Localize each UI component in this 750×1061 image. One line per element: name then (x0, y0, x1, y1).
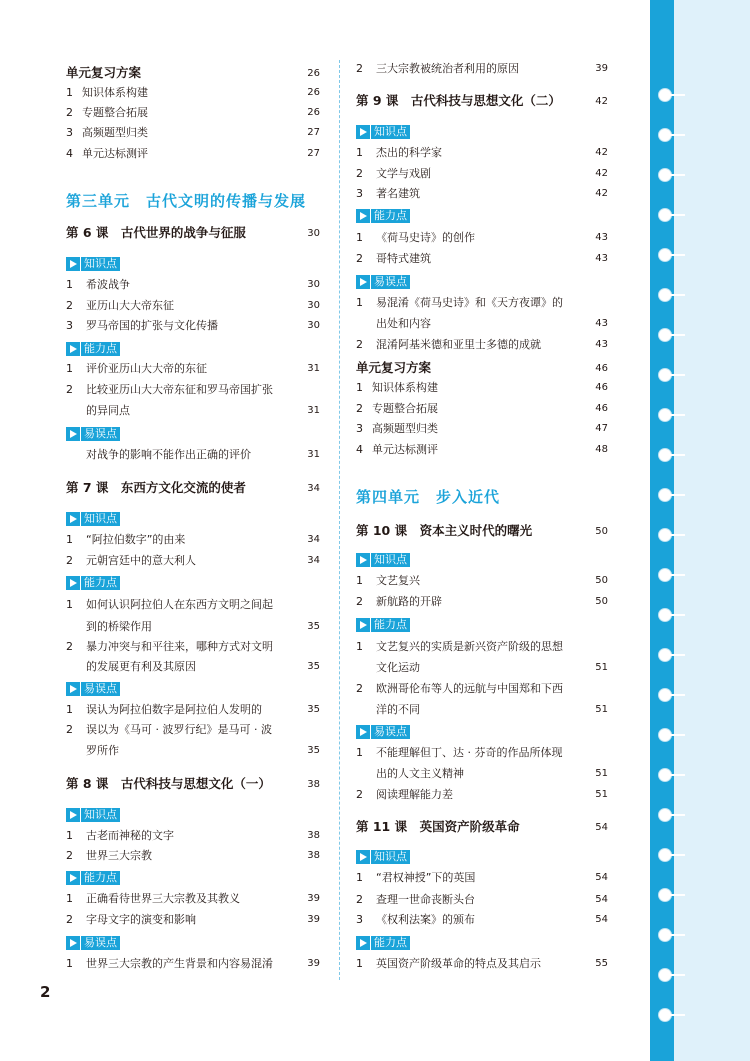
entry-number: 1 (356, 746, 363, 759)
entry-number: 3 (66, 319, 73, 332)
section-tag-label: 易误点 (371, 725, 410, 739)
section-tag (66, 870, 120, 885)
binder-ring-icon (658, 368, 672, 382)
page-ref: 35 (307, 661, 320, 672)
entry-number: 1 (356, 574, 363, 587)
entry-title: 英国资产阶级革命的特点及其启示 (376, 957, 541, 970)
page-ref: 50 (595, 596, 608, 607)
section-tag (66, 575, 120, 590)
page-ref: 42 (595, 96, 608, 107)
play-triangle-icon (356, 553, 370, 567)
page-ref: 30 (307, 279, 320, 290)
entry-title: 专题整合拓展 (372, 402, 438, 415)
binder-ring-icon (658, 1008, 672, 1022)
page-ref: 38 (307, 850, 320, 861)
section-tag (356, 552, 410, 567)
page-ref: 35 (307, 704, 320, 715)
page-ref: 51 (595, 704, 608, 715)
entry-number: 1 (66, 86, 73, 99)
section-tag-label: 易误点 (81, 936, 120, 950)
page-ref: 31 (307, 363, 320, 374)
section-tag-label: 易误点 (371, 275, 410, 289)
binder-ring-icon (658, 968, 672, 982)
binder-ring-icon (658, 128, 672, 142)
page-ref: 39 (595, 63, 608, 74)
page-ref: 34 (307, 483, 320, 494)
binder-ring-icon (658, 288, 672, 302)
play-triangle-icon (66, 682, 80, 696)
entry-title: 洋的不同 (376, 703, 420, 716)
page-ref: 39 (307, 958, 320, 969)
section-tag (356, 935, 410, 950)
entry-title: 单元达标测评 (372, 443, 438, 456)
page-ref: 43 (595, 318, 608, 329)
binder-ring-icon (658, 688, 672, 702)
entry-number: 1 (66, 703, 73, 716)
section-tag-label: 知识点 (371, 125, 410, 139)
entry-title: 文化运动 (376, 661, 420, 674)
entry-number: 2 (356, 893, 363, 906)
binder-ring-icon (658, 328, 672, 342)
page-ref: 50 (595, 526, 608, 537)
entry-title: “阿拉伯数字”的由来 (86, 533, 186, 546)
section-tag-label: 易误点 (81, 427, 120, 441)
page-ref: 27 (307, 148, 320, 159)
entry-title: 字母文字的演变和影响 (86, 913, 196, 926)
entry-title: 文艺复兴的实质是新兴资产阶级的思想 (376, 640, 563, 653)
page-ref: 38 (307, 830, 320, 841)
play-triangle-icon (356, 125, 370, 139)
page-ref: 31 (307, 449, 320, 460)
entry-title: 的异同点 (86, 404, 130, 417)
column-divider (339, 60, 340, 980)
entry-number: 4 (66, 147, 73, 160)
entry-title: 评价亚历山大大帝的东征 (86, 362, 207, 375)
entry-number: 2 (356, 402, 363, 415)
page-ref: 47 (595, 423, 608, 434)
entry-title: 如何认识阿拉伯人在东西方文明之间起 (86, 598, 273, 611)
page-ref: 46 (595, 363, 608, 374)
play-triangle-icon (66, 871, 80, 885)
entry-title: 杰出的科学家 (376, 146, 442, 159)
entry-title: 欧洲哥伦布等人的远航与中国郑和下西 (376, 682, 563, 695)
page-ref: 35 (307, 745, 320, 756)
entry-title: 正确看待世界三大宗教及其教义 (86, 892, 240, 905)
entry-title: 《荷马史诗》的创作 (376, 231, 475, 244)
section-tag (356, 849, 410, 864)
section-tag (356, 617, 410, 632)
unit-title: 第四单元 步入近代 (356, 488, 501, 506)
entry-title: 暴力冲突与和平往来，哪种方式对文明 (86, 640, 273, 653)
page-ref: 46 (595, 382, 608, 393)
section-tag (66, 341, 120, 356)
page-ref: 26 (307, 107, 320, 118)
entry-title: 著名建筑 (376, 187, 420, 200)
page-ref: 27 (307, 127, 320, 138)
section-tag-label: 知识点 (81, 808, 120, 822)
entry-number: 1 (356, 957, 363, 970)
entry-title: 不能理解但丁、达 · 芬奇的作品所体现 (376, 746, 563, 759)
page-ref: 42 (595, 147, 608, 158)
binder-ring-icon (658, 408, 672, 422)
binder-ring-icon (658, 728, 672, 742)
play-triangle-icon (356, 209, 370, 223)
lesson-title: 单元复习方案 (66, 65, 142, 80)
section-tag (66, 511, 120, 526)
entry-title: 对战争的影响不能作出正确的评价 (86, 448, 251, 461)
entry-number: 1 (356, 296, 363, 309)
page-ref: 51 (595, 789, 608, 800)
page-number: 2 (40, 983, 51, 1001)
entry-title: 哥特式建筑 (376, 252, 431, 265)
entry-title: 知识体系构建 (372, 381, 438, 394)
entry-number: 4 (356, 443, 363, 456)
entry-number: 2 (66, 640, 73, 653)
binder-ring-icon (658, 768, 672, 782)
entry-number: 1 (66, 829, 73, 842)
entry-title: 亚历山大大帝东征 (86, 299, 174, 312)
entry-title: 易混淆《荷马史诗》和《天方夜谭》的 (376, 296, 563, 309)
entry-number: 1 (66, 278, 73, 291)
page-ref: 51 (595, 662, 608, 673)
entry-number: 1 (66, 598, 73, 611)
binder-ring-icon (658, 848, 672, 862)
page-ref: 51 (595, 768, 608, 779)
entry-number: 3 (356, 913, 363, 926)
entry-title: 知识体系构建 (82, 86, 148, 99)
lesson-title: 第 9 课 古代科技与思想文化（二） (356, 93, 561, 108)
play-triangle-icon (356, 618, 370, 632)
page-ref: 42 (595, 188, 608, 199)
entry-title: 文学与戏剧 (376, 167, 431, 180)
entry-title: 《权利法案》的颁布 (376, 913, 475, 926)
binder-ring-icon (658, 808, 672, 822)
entry-title: 希波战争 (86, 278, 130, 291)
binder-ring-icon (658, 608, 672, 622)
unit-title: 第三单元 古代文明的传播与发展 (66, 192, 307, 210)
section-tag-label: 知识点 (81, 512, 120, 526)
entry-title: 罗马帝国的扩张与文化传播 (86, 319, 218, 332)
page-ref: 54 (595, 914, 608, 925)
binder-ring-icon (658, 648, 672, 662)
page-ref: 43 (595, 232, 608, 243)
page-ref: 30 (307, 320, 320, 331)
section-tag (66, 807, 120, 822)
section-tag (66, 935, 120, 950)
section-tag-label: 知识点 (81, 257, 120, 271)
entry-title: 出处和内容 (376, 317, 431, 330)
play-triangle-icon (66, 808, 80, 822)
entry-number: 2 (356, 338, 363, 351)
entry-title: 高频题型归类 (372, 422, 438, 435)
section-tag (356, 208, 410, 223)
binder-ring-icon (658, 248, 672, 262)
entry-number: 2 (66, 913, 73, 926)
page-ref: 26 (307, 68, 320, 79)
entry-title: 误认为阿拉伯数字是阿拉伯人发明的 (86, 703, 262, 716)
entry-title: 误以为《马可 · 波罗行纪》是马可 · 波 (86, 723, 272, 736)
page-ref: 38 (307, 779, 320, 790)
page-ref: 54 (595, 822, 608, 833)
entry-number: 1 (66, 892, 73, 905)
entry-number: 1 (356, 640, 363, 653)
binder-ring-icon (658, 208, 672, 222)
entry-title: 三大宗教被统治者利用的原因 (376, 62, 519, 75)
page-ref: 54 (595, 872, 608, 883)
entry-number: 1 (66, 957, 73, 970)
play-triangle-icon (66, 936, 80, 950)
entry-number: 1 (66, 533, 73, 546)
page-edge-decoration (650, 0, 750, 1061)
entry-title: 的发展更有利及其原因 (86, 660, 196, 673)
entry-title: “君权神授”下的英国 (376, 871, 476, 884)
binder-ring-icon (658, 928, 672, 942)
play-triangle-icon (66, 342, 80, 356)
entry-title: 混淆阿基米德和亚里士多德的成就 (376, 338, 541, 351)
page-ref: 55 (595, 958, 608, 969)
entry-title: 古老而神秘的文字 (86, 829, 174, 842)
entry-number: 2 (66, 106, 73, 119)
binder-ring-icon (658, 488, 672, 502)
entry-number: 2 (356, 682, 363, 695)
entry-title: 阅读理解能力差 (376, 788, 453, 801)
section-tag (356, 724, 410, 739)
entry-number: 2 (66, 299, 73, 312)
play-triangle-icon (356, 850, 370, 864)
play-triangle-icon (66, 427, 80, 441)
lesson-title: 第 10 课 资本主义时代的曙光 (356, 523, 533, 538)
entry-title: 世界三大宗教 (86, 849, 152, 862)
page-ref: 50 (595, 575, 608, 586)
section-tag (356, 274, 410, 289)
page-ref: 30 (307, 228, 320, 239)
section-tag (66, 681, 120, 696)
binder-ring-icon (658, 88, 672, 102)
section-tag-label: 知识点 (371, 850, 410, 864)
entry-title: 元朝宫廷中的意大利人 (86, 554, 196, 567)
entry-number: 2 (66, 723, 73, 736)
page-ref: 42 (595, 168, 608, 179)
play-triangle-icon (356, 725, 370, 739)
play-triangle-icon (66, 257, 80, 271)
section-tag-label: 能力点 (81, 342, 120, 356)
entry-number: 2 (66, 383, 73, 396)
entry-title: 新航路的开辟 (376, 595, 442, 608)
page-ref: 39 (307, 893, 320, 904)
page-ref: 48 (595, 444, 608, 455)
section-tag-label: 能力点 (371, 209, 410, 223)
entry-title: 罗所作 (86, 744, 119, 757)
entry-number: 2 (356, 788, 363, 801)
section-tag (66, 256, 120, 271)
section-tag-label: 知识点 (371, 553, 410, 567)
play-triangle-icon (66, 576, 80, 590)
page-ref: 54 (595, 894, 608, 905)
lesson-title: 第 11 课 英国资产阶级革命 (356, 819, 520, 834)
entry-number: 1 (356, 146, 363, 159)
binder-ring-icon (658, 168, 672, 182)
entry-title: 查理一世命丧断头台 (376, 893, 475, 906)
page-ref: 43 (595, 339, 608, 350)
entry-title: 出的人文主义精神 (376, 767, 464, 780)
entry-title: 比较亚历山大大帝东征和罗马帝国扩张 (86, 383, 273, 396)
entry-number: 2 (356, 595, 363, 608)
play-triangle-icon (356, 275, 370, 289)
page-ref: 43 (595, 253, 608, 264)
entry-number: 2 (356, 167, 363, 180)
entry-number: 1 (356, 381, 363, 394)
entry-title: 单元达标测评 (82, 147, 148, 160)
entry-title: 到的桥梁作用 (86, 620, 152, 633)
section-tag (66, 426, 120, 441)
entry-number: 2 (66, 554, 73, 567)
entry-title: 专题整合拓展 (82, 106, 148, 119)
entry-number: 3 (356, 187, 363, 200)
section-tag (356, 124, 410, 139)
page-ref: 34 (307, 555, 320, 566)
page-ref: 46 (595, 403, 608, 414)
entry-number: 1 (356, 871, 363, 884)
lesson-title: 单元复习方案 (356, 360, 432, 375)
section-tag-label: 易误点 (81, 682, 120, 696)
section-tag-label: 能力点 (81, 576, 120, 590)
entry-title: 世界三大宗教的产生背景和内容易混淆 (86, 957, 273, 970)
entry-title: 高频题型归类 (82, 126, 148, 139)
entry-number: 3 (66, 126, 73, 139)
entry-number: 2 (356, 62, 363, 75)
lesson-title: 第 7 课 东西方文化交流的使者 (66, 480, 246, 495)
entry-number: 1 (356, 231, 363, 244)
binder-ring-icon (658, 888, 672, 902)
section-tag-label: 能力点 (81, 871, 120, 885)
section-tag-label: 能力点 (371, 618, 410, 632)
page-ref: 35 (307, 621, 320, 632)
page-ref: 39 (307, 914, 320, 925)
entry-number: 2 (356, 252, 363, 265)
page-ref: 30 (307, 300, 320, 311)
entry-number: 1 (66, 362, 73, 375)
page-ref: 26 (307, 87, 320, 98)
binder-ring-icon (658, 448, 672, 462)
binder-ring-icon (658, 568, 672, 582)
binder-ring-icon (658, 528, 672, 542)
entry-title: 文艺复兴 (376, 574, 420, 587)
play-triangle-icon (356, 936, 370, 950)
lesson-title: 第 8 课 古代科技与思想文化（一） (66, 776, 271, 791)
lesson-title: 第 6 课 古代世界的战争与征服 (66, 225, 246, 240)
page-ref: 31 (307, 405, 320, 416)
page-ref: 34 (307, 534, 320, 545)
section-tag-label: 能力点 (371, 936, 410, 950)
entry-number: 3 (356, 422, 363, 435)
play-triangle-icon (66, 512, 80, 526)
entry-number: 2 (66, 849, 73, 862)
